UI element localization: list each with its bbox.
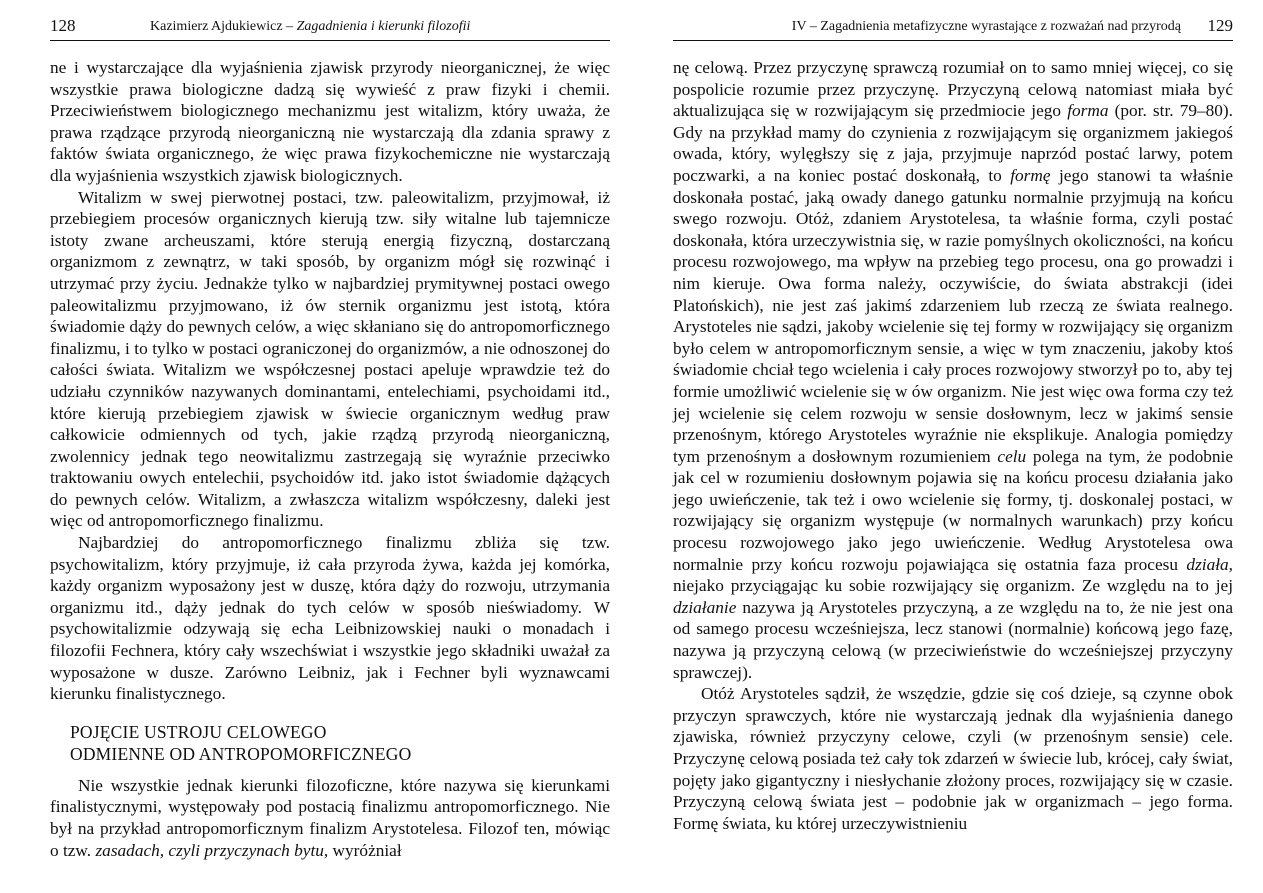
right-page-header <box>673 14 1233 41</box>
left-page <box>50 0 610 893</box>
section-heading-line: POJĘCIE USTROJU CELOWEGO <box>70 721 327 742</box>
left-page-body <box>50 57 610 861</box>
paragraph: nę celową. Przez przyczynę sprawczą rozumiał on to samo mniej więcej, co się pospolicie rozumie przez przyczynę. Przyczyną celową natomiast miała być aktualizująca się w rozwijającym się przedmiocie jego forma (por. str. 79–80). Gdy na przykład mamy do czynienia z rozwijającym się organizmem jakiegoś owada, który, wylęgłszy się z jaja, przyjmuje naprzód postać larwy, potem poczwarki, a na koniec postać doskonałą, to formę jego stanowi ta właśnie doskonała postać, jaką owady danego gatunku normalnie przyjmują na końcu swego rozwoju. Otóż, zdaniem Arystotelesa, ta właśnie forma, czyli postać doskonała, która urzeczywistnia się, w razie pomyślnych okoliczności, na końcu procesu rozwojowego, ma wpływ na przebieg tego procesu, ona go prowadzi i nim kieruje. Owa forma należy, oczywiście, do świata abstrakcji (idei Platońskich), nie jest zaś jakimś zdarzeniem lub rzeczą ze świata realnego. Arystoteles nie sądzi, jakoby wcielenie się tej formy w rozwijający się organizm było celem w antropomorficznym sensie, a więc w tym znaczeniu, jakoby ktoś świadomie chciał tego wcielenia i cały proces rozwojowy stworzył po to, aby tej formie umożliwić wcielenie się w ów organizm. Nie jest więc owa forma czy też jej wcielenie się celem rozwoju w sensie dosłownym, lecz w jakimś sensie przenośnym, którego Arystoteles wyraźnie nie eksplikuje. Analogia pomiędzy tym przenośnym a dosłownym rozumieniem celu polega na tym, że podobnie jak cel w rozumieniu dosłownym pojawia się na końcu procesu działania jako jego uwieńczenie, tak też i owo wcielenie się formy, tj. doskonalej postaci, w rozwijający się organizm występuje (w normalnych warunkach) przy końcu procesu rozwojowego jako jego uwieńczenie. Według Arystotelesa owa normalnie przy końcu rozwoju pojawiająca się ostatnia faza procesu działa, niejako przyciągając ku sobie rozwijający się organizm. Ze względu na to jej działanie nazywa ją Arystoteles przyczyną, a ze względu na to, że nie jest ona od samego procesu wcześniejsza, lecz stanowi (normalnie) końcową jego fazę, nazywa ją przyczyną celową (w przeciwieństwie do wcześniejszej przyczyny sprawczej). <box>673 58 1233 682</box>
section-heading <box>70 721 610 765</box>
right-page <box>673 0 1233 893</box>
running-head-right: IV – Zagadnienia metafizyczne wyrastające z rozważań nad przyrodą <box>791 19 1181 34</box>
right-page-body <box>673 57 1233 834</box>
page-number-left: 128 <box>50 16 76 35</box>
page-number-right: 129 <box>1207 16 1233 35</box>
paragraph: Witalizm w swej pierwotnej postaci, tzw. paleowitalizm, przyjmował, iż przebiegiem procesów organicznych kierują tzw. siły witalne lub tajemnicze istoty zwane archeuszami, które sterują energią fizyczną, dostarczaną organizmom z zewnątrz, w taki sposób, by organizm mógł się rozwinąć i utrzymać przy życiu. Jednakże tylko w najbardziej prymitywnej postaci owego paleowitalizmu przyjmowano, iż ów sternik organizmu jest istotą, która świadomie dąży do pewnych celów, a więc skłaniano się do antropomorficznego finalizmu, i to tylko w postaci ograniczonej do organizmów, a nie odnoszonej do całości świata. Witalizm we współczesnej postaci apeluje wprawdzie też do udziału czynników nazywanych dominantami, entelechiami, psychoidami itd., które kierują przebiegiem zjawisk w świecie organicznym według praw całkowicie odmiennych od tych, jakie rządzą przyrodą nieorganiczną, zwolennicy jednak tego neowitalizmu zastrzegają się wyraźnie przeciwko traktowaniu owych entelechii, psychoidów itd. jako istot świadomie dążących do pewnych celów. Witalizm, a zwłaszcza witalizm współczesny, daleki jest więc od antropomorficznego finalizmu. <box>50 187 610 531</box>
running-head-left <box>150 15 470 39</box>
paragraph: ne i wystarczające dla wyjaśnienia zjawisk przyrody nieorganicznej, że więc wszystkie prawa biologiczne dadzą się wywieść z praw fizyki i chemii. Przeciwieństwem biologicznego mechanizmu jest witalizm, który uważa, że prawa rządzące przyrodą nieorganiczną nie wystarczają dla zdania sprawy z faktów świata organicznego, że więc prawa fizykochemiczne nie wystarczają dla wyjaśnienia wszystkich zjawisk biologicznych. <box>50 58 610 185</box>
paragraph: Najbardziej do antropomorficznego finalizmu zbliża się tzw. psychowitalizm, który przyjmuje, iż cała przyroda żywa, każda jej komórka, każdy organizm wyposażony jest w duszę, która dąży do rozwoju, utrzymania organizmu itd., dąży jednak do tych celów w sposób nieświadomy. W psychowitalizmie odzywają się echa Leibnizowskiej nauki o monadach i filozofii Fechnera, który cały wszechświat i wszystkie jego składniki uważał za wyposażone w dusze. Zarówno Leibniz, jak i Fechner byli wyznawcami kierunku finalistycznego. <box>50 533 610 704</box>
left-page-header <box>50 14 610 41</box>
section-heading-line: ODMIENNE OD ANTROPOMORFICZNEGO <box>70 743 412 764</box>
running-head-book-title: Zagadnienia i kierunki filozofii <box>296 19 471 34</box>
paragraph: Otóż Arystoteles sądził, że wszędzie, gdzie się coś dzieje, są czynne obok przyczyn sprawczych, które nie wystarczają jednak dla wyjaśnienia danego zjawiska, również przyczyny celowe, czyli (w przenośnym sensie) cele. Przyczynę celową posiada też cały tok zdarzeń w świecie lub, krócej, cały świat, pojęty jako gigantyczny i niesłychanie złożony proces, rozwijający się w czasie. Przyczyną celową świata jest – podobnie jak w organizmach – jego forma. Formę świata, ku której urzeczywistnieniu <box>673 684 1233 833</box>
paragraph: Nie wszystkie jednak kierunki filozoficzne, które nazywa się kierunkami finalistycznymi, występowały pod postacią finalizmu antropomorficznego. Nie był na przykład antropomorficznym finalizm Arystotelesa. Filozof ten, mówiąc o tzw. zasadach, czyli przyczynach bytu, wyróżniał <box>50 775 610 860</box>
running-head-author: Kazimierz Ajdukiewicz – <box>150 19 294 34</box>
